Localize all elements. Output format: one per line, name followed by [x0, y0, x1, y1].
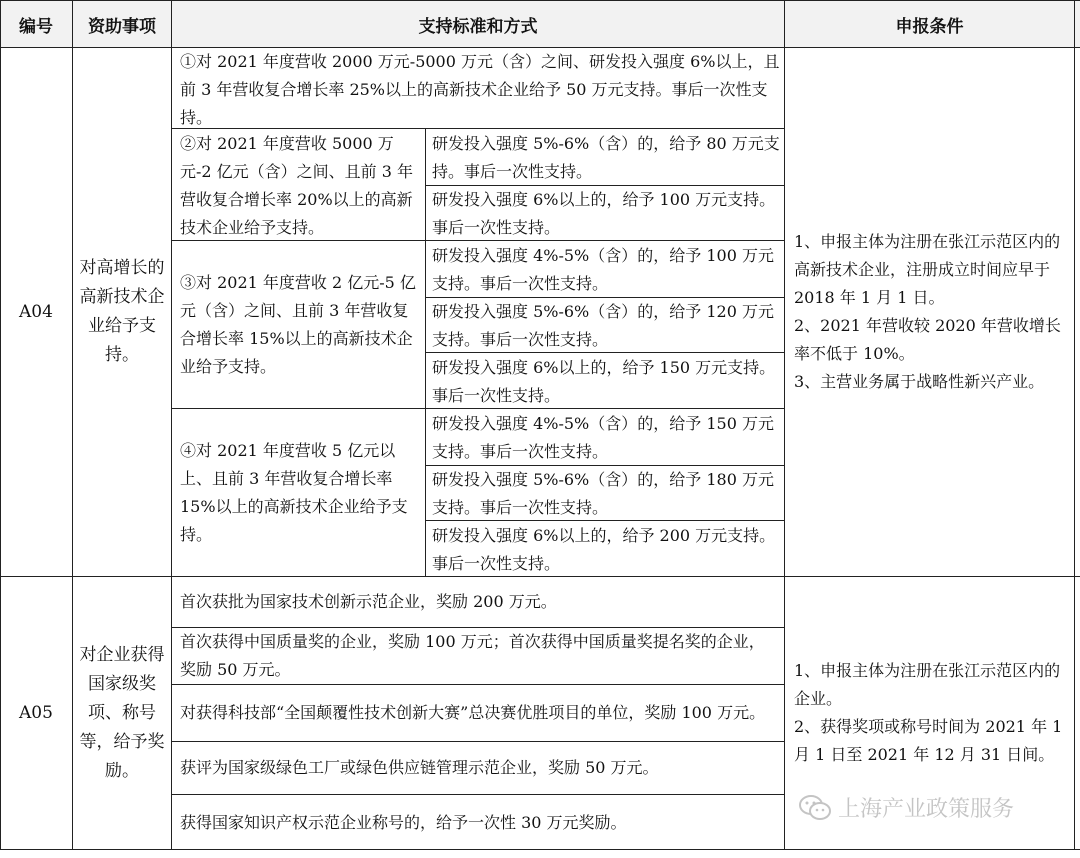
rule-a04-s5 [425, 520, 784, 521]
a04-tier3-sub-3: 研发投入强度 6%以上的，给予 150 万元支持。事后一次性支持。 [432, 358, 776, 405]
watermark-text: 上海产业政策服务 [838, 797, 1015, 822]
a04-tier2-condition: ②对 2021 年度营收 5000 万元-2 亿元（含）之间、且前 3 年营收复合增长率 20%以上的高新技术企业给予支持。 [180, 134, 414, 237]
rule-col-4 [1074, 0, 1075, 850]
rule-a05-2 [172, 684, 784, 685]
a04-tier4-condition-text: ④对 2021 年度营收 5 亿元以上、且前 3 年营收复合增长率 15%以上的高新技术企业给予支持。 [180, 441, 408, 544]
rule-a04-s1 [425, 185, 784, 186]
a04-id: A04 [19, 302, 53, 322]
header-standard: 支持标准和方式 [172, 0, 784, 48]
rule-a04-t1 [172, 128, 784, 129]
a04-tier3-sub-1: 研发投入强度 4%-5%（含）的，给予 100 万元支持。事后一次性支持。 [432, 246, 774, 293]
a05-condition-1: 1、申报主体为注册在张江示范区内的企业。 [794, 661, 1061, 708]
a04-tier3-condition [180, 242, 420, 408]
header-id: 编号 [0, 0, 72, 48]
rule-bottom [0, 849, 1080, 850]
a05-id: A05 [19, 703, 53, 723]
rule-col-2 [171, 0, 172, 850]
a04-tier4-sub-1: 研发投入强度 4%-5%（含）的，给予 150 万元支持。事后一次性支持。 [432, 414, 774, 461]
a05-conditions-list [794, 657, 1070, 769]
header-overflow-column [1075, 0, 1080, 48]
a04-condition-2: 2、2021 年营收较 2020 年营收增长率不低于 10%。 [794, 316, 1061, 363]
a05-standard-4-text: 获评为国家级绿色工厂或绿色供应链管理示范企业，奖励 50 万元。 [180, 758, 659, 777]
a04-item: 对高增长的高新技术企业给予支持。 [79, 258, 165, 365]
a05-standard-5-text: 获得国家知识产权示范企业称号的，给予一次性 30 万元奖励。 [180, 813, 627, 832]
a04-conditions [794, 48, 1070, 576]
a04-conditions-list [794, 228, 1070, 396]
rule-a05-3 [172, 741, 784, 742]
rule-left [0, 0, 1, 850]
wechat-icon [798, 794, 832, 822]
a04-tier3-sub-2: 研发投入强度 5%-6%（含）的，给予 120 万元支持。事后一次性支持。 [432, 302, 774, 349]
a05-condition-2: 2、获得奖项或称号时间为 2021 年 1 月 1 日至 2021 年 12 月 31 日间。 [794, 717, 1063, 764]
rule-col-3 [784, 0, 785, 850]
header-conditions: 申报条件 [785, 0, 1074, 48]
a04-condition-3: 3、主营业务属于战略性新兴产业。 [794, 372, 1045, 391]
a05-standard-1 [180, 577, 780, 627]
a04-condition-1: 1、申报主体为注册在张江示范区内的高新技术企业，注册成立时间应早于 2018 年 1 月 1 日。 [794, 232, 1061, 307]
a04-tier2-sub-2: 研发投入强度 6%以上的，给予 100 万元支持。事后一次性支持。 [432, 190, 776, 237]
a04-tier4-sub-2: 研发投入强度 5%-6%（含）的，给予 180 万元支持。事后一次性支持。 [432, 470, 774, 517]
a05-standard-2 [180, 628, 780, 684]
a04-tier2-sub-1: 研发投入强度 5%-6%（含）的，给予 80 万元支持。事后一次性支持。 [432, 134, 780, 181]
rule-a05-4 [172, 794, 784, 795]
a05-standard-1-text: 首次获批为国家技术创新示范企业，奖励 200 万元。 [180, 592, 557, 611]
rule-a04-s4 [425, 465, 784, 466]
a05-standard-5 [180, 795, 780, 851]
a04-tier4-sub-3: 研发投入强度 6%以上的，给予 200 万元支持。事后一次性支持。 [432, 526, 776, 573]
rule-a05-1 [172, 627, 784, 628]
a05-standard-2-text: 首次获得中国质量奖的企业，奖励 100 万元；首次获得中国质量奖提名奖的企业，奖励 50 万元。 [180, 632, 765, 679]
rule-col-1 [72, 0, 73, 850]
rule-a04-inner [425, 128, 426, 577]
a04-tier3-condition-text: ③对 2021 年度营收 2 亿元-5 亿元（含）之间、且前 3 年营收复合增长率 15%以上的高新技术企业给予支持。 [180, 273, 416, 376]
header-item: 资助事项 [73, 0, 171, 48]
rule-a04-t3 [172, 408, 784, 409]
a04-tier1: ①对 2021 年度营收 2000 万元-5000 万元（含）之间、研发投入强度 6%以上，且前 3 年营收复合增长率 25%以上的高新技术企业给予 50 万元支持。事后一次性支持。 [180, 52, 780, 127]
rule-top [0, 0, 1080, 1]
a05-item: 对企业获得国家级奖项、称号等，给予奖励。 [79, 644, 165, 781]
watermark [798, 792, 1014, 823]
rule-a04-s2 [425, 297, 784, 298]
rule-a04-s3 [425, 352, 784, 353]
rule-a04-bottom [0, 576, 1080, 577]
a05-standard-3-text: 对获得科技部“全国颠覆性技术创新大赛”总决赛优胜项目的单位，奖励 100 万元。 [180, 703, 766, 722]
a05-standard-4 [180, 742, 780, 794]
rule-header-bottom [0, 47, 1080, 48]
a04-tier4-condition [180, 410, 420, 576]
rule-a04-t2 [172, 240, 784, 241]
a05-standard-3 [180, 685, 780, 741]
